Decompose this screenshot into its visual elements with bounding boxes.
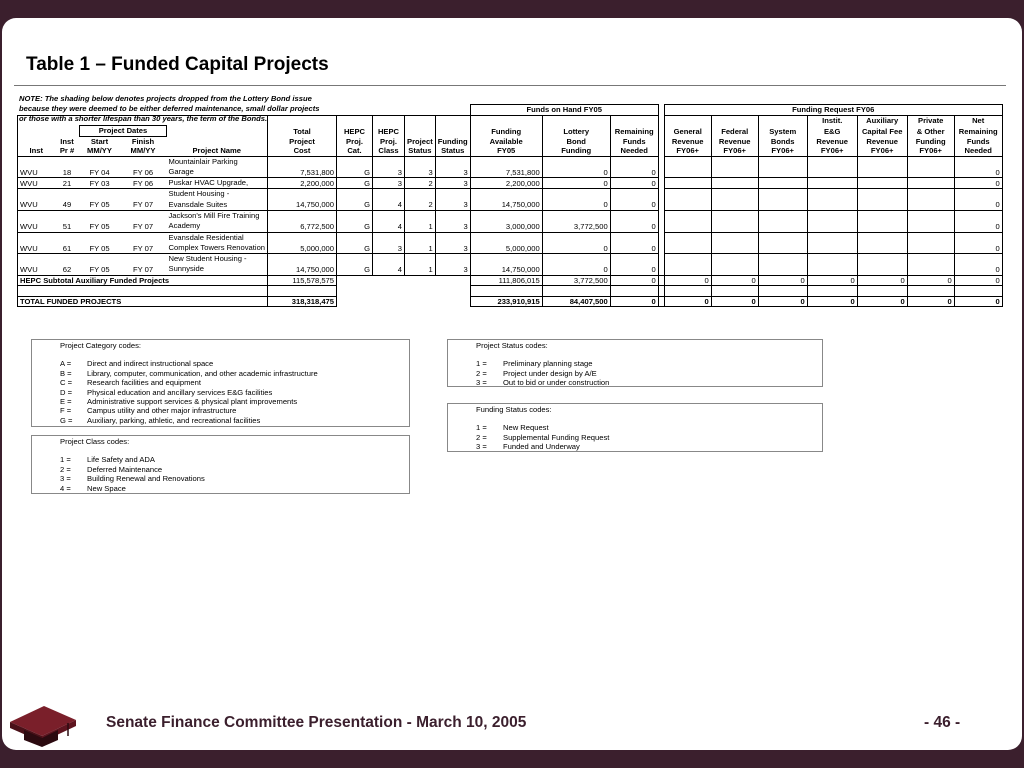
cell-finish: FY 07 (120, 232, 167, 254)
cell-net: 0 (954, 254, 1002, 276)
table-row (18, 178, 1003, 189)
cell-total: 14,750,000 (268, 189, 337, 211)
cell-fs: 3 (435, 210, 470, 232)
project-status-codes-box (447, 339, 823, 387)
page-number: - 46 - (924, 714, 961, 731)
system-header: Bonds (758, 136, 807, 146)
cell-lottery: 0 (542, 189, 610, 211)
code-key: G = (60, 415, 73, 425)
class-codes-box (31, 435, 410, 494)
list-item (60, 484, 409, 493)
cell-lottery: 0 (542, 156, 610, 178)
code-description: Library, computer, communication, and other academic infrastructure (87, 368, 318, 378)
grand-total-lottery: 84,407,500 (542, 296, 610, 307)
cell-total: 2,200,000 (268, 178, 337, 189)
cell-avail: 14,750,000 (470, 254, 542, 276)
cell-name: New Student Housing - Sunnyside (167, 254, 268, 276)
mortarboard-logo (6, 700, 78, 748)
cell-total: 5,000,000 (268, 232, 337, 254)
cell-name: Mountainlair Parking Garage (167, 156, 268, 178)
grand-total-label: TOTAL FUNDED PROJECTS (18, 296, 268, 307)
cell-name: Jackson's Mill Fire Training Academy (167, 210, 268, 232)
table-row (18, 254, 1003, 276)
list-item (60, 359, 409, 368)
list-item (476, 442, 822, 451)
cell-finish: FY 06 (120, 156, 167, 178)
aux-header: Capital Fee (857, 126, 907, 137)
subtotal-total: 115,578,575 (268, 275, 337, 286)
general-header: General (664, 126, 711, 137)
code-description: Deferred Maintenance (87, 464, 163, 474)
cell-remaining: 0 (610, 210, 658, 232)
subtotal-available: 111,806,015 (470, 275, 542, 286)
code-key: F = (60, 406, 72, 416)
cell-net: 0 (954, 232, 1002, 254)
table-row (18, 156, 1003, 178)
funding-status-header: Status (435, 146, 470, 156)
cell-pr: 49 (55, 189, 80, 211)
cell-cat: G (337, 189, 373, 211)
code-key: 3 = (476, 442, 487, 452)
cell-avail: 7,531,800 (470, 156, 542, 178)
cell-cls: 3 (373, 156, 405, 178)
list-item (60, 369, 409, 378)
list-item (60, 378, 409, 387)
cell-inst: WVU (18, 189, 55, 211)
cell-finish: FY 07 (120, 254, 167, 276)
cell-remaining: 0 (610, 156, 658, 178)
list-item (476, 433, 822, 442)
cell-name: Puskar HVAC Upgrade, (167, 178, 268, 189)
grand-total-available: 233,910,915 (470, 296, 542, 307)
code-key: A = (60, 359, 72, 369)
cell-start: FY 05 (80, 210, 120, 232)
category-header: Cat. (337, 146, 373, 156)
available-header: FY05 (470, 146, 542, 156)
title-divider (14, 85, 1006, 86)
project-name-header: Project Name (167, 146, 268, 156)
federal-header: Federal (711, 126, 758, 137)
list-item (60, 474, 409, 483)
code-description: Preliminary planning stage (503, 359, 593, 369)
cell-start: FY 04 (80, 156, 120, 178)
grand-total-aux: 0 (857, 296, 907, 307)
net-header: Needed (954, 146, 1002, 156)
available-header: Funding (470, 126, 542, 137)
cell-start: FY 05 (80, 232, 120, 254)
cell-cls: 4 (373, 189, 405, 211)
cell-name: Evansdale Residential Complex Towers Renovation (167, 232, 268, 254)
category-header: Proj. (337, 136, 373, 146)
private-header: Funding (907, 136, 954, 146)
grand-total-private: 0 (907, 296, 954, 307)
list-item (476, 359, 822, 368)
private-header: & Other (907, 126, 954, 137)
funded-projects-table (17, 104, 1003, 307)
cell-net: 0 (954, 189, 1002, 211)
cell-finish: FY 06 (120, 178, 167, 189)
category-header: HEPC (337, 126, 373, 137)
cell-cls: 4 (373, 254, 405, 276)
general-header: FY06+ (664, 146, 711, 156)
federal-header: Revenue (711, 136, 758, 146)
grand-total-net: 0 (954, 296, 1002, 307)
cell-finish: FY 07 (120, 189, 167, 211)
subtotal-net: 0 (954, 275, 1002, 286)
category-codes-box (31, 339, 410, 427)
private-header: FY06+ (907, 146, 954, 156)
note-line: NOTE: The shading below denotes projects dropped from the Lottery Bond issue (19, 94, 312, 103)
subtotal-lottery: 3,772,500 (542, 275, 610, 286)
category-codes-title: Project Category codes: (60, 341, 142, 350)
cell-lottery: 3,772,500 (542, 210, 610, 232)
class-codes-title: Project Class codes: (60, 437, 130, 446)
project-status-header: Project (405, 136, 436, 146)
cell-start: FY 05 (80, 189, 120, 211)
code-key: 2 = (60, 464, 71, 474)
cell-inst: WVU (18, 232, 55, 254)
cell-cat: G (337, 156, 373, 178)
table-row (18, 210, 1003, 232)
funding-request-header: Funding Request FY06 (664, 105, 1002, 116)
cell-ps: 3 (405, 156, 436, 178)
list-item (60, 455, 409, 464)
list-item (60, 397, 409, 406)
cell-inst: WVU (18, 254, 55, 276)
grand-total-system: 0 (758, 296, 807, 307)
code-key: 2 = (476, 368, 487, 378)
start-header: MM/YY (80, 146, 120, 156)
total-cost-header: Project (268, 136, 337, 146)
cell-total: 6,772,500 (268, 210, 337, 232)
cell-lottery: 0 (542, 178, 610, 189)
code-description: Research facilities and equipment (87, 378, 201, 388)
subtotal-label: HEPC Subtotal Auxiliary Funded Projects (18, 275, 268, 286)
table-row (18, 232, 1003, 254)
funding-status-header: Funding (435, 136, 470, 146)
code-key: B = (60, 368, 72, 378)
code-description: New Request (503, 423, 549, 433)
list-item (60, 406, 409, 415)
funding-status-codes-box (447, 403, 823, 452)
instit-header: E&G (807, 126, 857, 137)
cell-avail: 3,000,000 (470, 210, 542, 232)
funding-status-codes-title: Funding Status codes: (476, 405, 552, 414)
cell-cat: G (337, 232, 373, 254)
subtotal-system: 0 (758, 275, 807, 286)
class-header: HEPC (373, 126, 405, 137)
page-title: Table 1 – Funded Capital Projects (26, 54, 329, 75)
cell-total: 7,531,800 (268, 156, 337, 178)
start-header: Start (90, 136, 109, 146)
cell-lottery: 0 (542, 254, 610, 276)
aux-header: FY06+ (857, 146, 907, 156)
cell-avail: 2,200,000 (470, 178, 542, 189)
cell-ps: 1 (405, 232, 436, 254)
code-key: 2 = (476, 432, 487, 442)
grand-total-instit: 0 (807, 296, 857, 307)
total-cost-header: Total (268, 126, 337, 137)
class-header: Class (373, 146, 405, 156)
finish-header: MM/YY (120, 146, 167, 156)
code-key: 1 = (476, 423, 487, 433)
cell-inst: WVU (18, 156, 55, 178)
inst-header: Inst (18, 146, 55, 156)
cell-ps: 1 (405, 254, 436, 276)
footer-title: Senate Finance Committee Presentation - March 10, 2005 (106, 714, 527, 731)
private-header: Private (907, 115, 954, 126)
cell-net: 0 (954, 178, 1002, 189)
code-description: Campus utility and other major infrastructure (87, 406, 237, 416)
code-key: C = (60, 378, 73, 388)
cell-fs: 3 (435, 189, 470, 211)
code-key: 1 = (476, 359, 487, 369)
code-description: New Space (87, 483, 126, 493)
finish-header: Finish (131, 136, 155, 146)
grand-total-general: 0 (664, 296, 711, 307)
list-item (476, 369, 822, 378)
cell-start: FY 03 (80, 178, 120, 189)
cell-cls: 3 (373, 232, 405, 254)
code-description: Administrative support services & physical plant improvements (87, 397, 298, 407)
aux-header: Revenue (857, 136, 907, 146)
table-row (18, 189, 1003, 211)
cell-avail: 14,750,000 (470, 189, 542, 211)
subtotal-aux: 0 (857, 275, 907, 286)
grand-total-total: 318,318,475 (268, 296, 337, 307)
net-header: Remaining (954, 126, 1002, 137)
project-dates-header: Project Dates (80, 126, 167, 137)
cell-finish: FY 07 (120, 210, 167, 232)
remaining-header: Needed (610, 146, 658, 156)
code-description: Physical education and ancillary services E&G facilities (87, 387, 273, 397)
cell-cls: 4 (373, 210, 405, 232)
code-key: E = (60, 397, 72, 407)
cell-fs: 3 (435, 156, 470, 178)
cell-remaining: 0 (610, 189, 658, 211)
lottery-header: Funding (542, 146, 610, 156)
grand-total-federal: 0 (711, 296, 758, 307)
cell-ps: 1 (405, 210, 436, 232)
cell-name: Student Housing - Evansdale Suites (167, 189, 268, 211)
cell-pr: 51 (55, 210, 80, 232)
cell-fs: 3 (435, 254, 470, 276)
list-item (60, 388, 409, 397)
code-description: Supplemental Funding Request (503, 432, 610, 442)
cell-cat: G (337, 254, 373, 276)
list-item (476, 378, 822, 387)
code-description: Auxiliary, parking, athletic, and recreational facilities (87, 415, 261, 425)
cell-pr: 21 (55, 178, 80, 189)
cell-net: 0 (954, 156, 1002, 178)
cell-net: 0 (954, 210, 1002, 232)
cell-inst: WVU (18, 210, 55, 232)
code-key: 3 = (476, 378, 487, 388)
inst-pr-header: Pr # (55, 146, 80, 156)
cell-start: FY 05 (80, 254, 120, 276)
code-description: Life Safety and ADA (87, 455, 155, 465)
federal-header: FY06+ (711, 146, 758, 156)
cell-avail: 5,000,000 (470, 232, 542, 254)
available-header: Available (470, 136, 542, 146)
system-header: FY06+ (758, 146, 807, 156)
list-item (60, 416, 409, 425)
cell-pr: 62 (55, 254, 80, 276)
cell-cat: G (337, 178, 373, 189)
general-header: Revenue (664, 136, 711, 146)
cell-lottery: 0 (542, 232, 610, 254)
cell-inst: WVU (18, 178, 55, 189)
total-cost-header: Cost (268, 146, 337, 156)
instit-header: Instit. (807, 115, 857, 126)
cell-remaining: 0 (610, 254, 658, 276)
note-line: because they were deemed to be either deferred maintenance, small dollar projects (19, 104, 320, 114)
grand-total-remaining: 0 (610, 296, 658, 307)
project-status-header: Status (405, 146, 436, 156)
cell-total: 14,750,000 (268, 254, 337, 276)
list-item (60, 465, 409, 474)
instit-header: Revenue (807, 136, 857, 146)
lottery-header: Bond (542, 136, 610, 146)
remaining-header: Funds (610, 136, 658, 146)
code-key: 4 = (60, 483, 71, 493)
code-key: 3 = (60, 474, 71, 484)
funds-on-hand-header: Funds on Hand FY05 (470, 105, 658, 116)
inst-pr-header: Inst (60, 136, 74, 146)
project-status-codes-title: Project Status codes: (476, 341, 548, 350)
cell-pr: 61 (55, 232, 80, 254)
cell-cls: 3 (373, 178, 405, 189)
cell-fs: 3 (435, 232, 470, 254)
cell-remaining: 0 (610, 232, 658, 254)
net-header: Funds (954, 136, 1002, 146)
cell-cat: G (337, 210, 373, 232)
cell-remaining: 0 (610, 178, 658, 189)
aux-header: Auxiliary (857, 115, 907, 126)
subtotal-private: 0 (907, 275, 954, 286)
code-description: Out to bid or under construction (503, 378, 610, 388)
subtotal-instit: 0 (807, 275, 857, 286)
subtotal-federal: 0 (711, 275, 758, 286)
subtotal-remaining: 0 (610, 275, 658, 286)
net-header: Net (954, 115, 1002, 126)
code-description: Project under design by A/E (503, 368, 597, 378)
remaining-header: Remaining (610, 126, 658, 137)
instit-header: FY06+ (807, 146, 857, 156)
code-description: Direct and indirect instructional space (87, 359, 214, 369)
system-header: System (758, 126, 807, 137)
lottery-header: Lottery (542, 126, 610, 137)
code-description: Funded and Underway (503, 442, 580, 452)
cell-fs: 3 (435, 178, 470, 189)
cell-pr: 18 (55, 156, 80, 178)
subtotal-general: 0 (664, 275, 711, 286)
cell-ps: 2 (405, 178, 436, 189)
class-header: Proj. (373, 136, 405, 146)
code-key: D = (60, 387, 73, 397)
code-key: 1 = (60, 455, 71, 465)
note-line: or those with a shorter lifespan than 30 years, the term of the Bonds. (19, 114, 268, 124)
cell-ps: 2 (405, 189, 436, 211)
code-description: Building Renewal and Renovations (87, 474, 205, 484)
list-item (476, 423, 822, 432)
